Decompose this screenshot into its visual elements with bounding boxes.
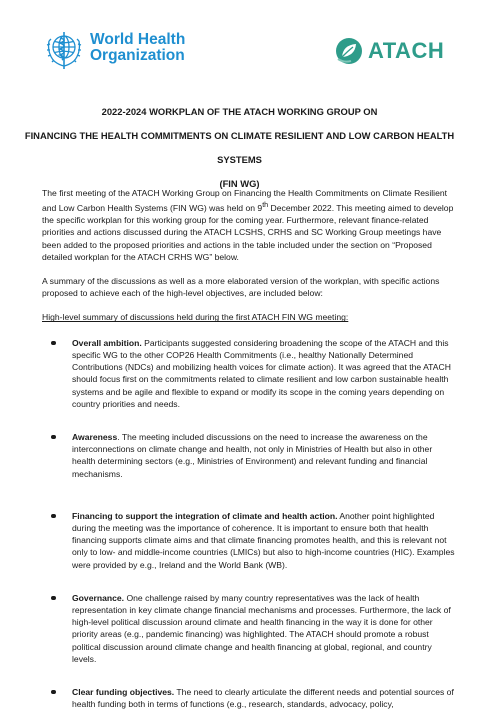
who-logo bbox=[42, 27, 192, 71]
intro-paragraph-2: A summary of the discussions as well as a more elaborated version of the workplan, with specific actions proposed to achieve each of the high-level objectives, are included below: bbox=[42, 276, 440, 299]
bullet-lead: Governance. bbox=[72, 592, 125, 603]
title-line-2: FINANCING THE HEALTH COMMITMENTS ON CLIMATE RESILIENT AND LOW CARBON HEALTH bbox=[24, 130, 455, 141]
who-emblem-icon bbox=[42, 27, 86, 71]
title-line-3: SYSTEMS bbox=[217, 154, 262, 165]
atach-leaf-icon bbox=[334, 36, 364, 66]
bullet-lead: Overall ambition. bbox=[72, 337, 142, 348]
bullet-text: Participants suggested considering broadening the scope of the ATACH and this specific WG to the other COP26 Health Commitments (i.e., healthy Nationally Determined Contributions (NDCs) and mobilizing health voices for climate action). It was agreed that the ATACH should focus first on the commitments related to climate resilient and low carbon sustainable health systems and be agile and flexible to expand or modify its scope in the coming years depending on country priorities and needs. bbox=[72, 337, 451, 409]
list-item bbox=[42, 592, 456, 665]
bullet-icon bbox=[51, 514, 56, 519]
list-item bbox=[42, 686, 456, 710]
bullet-icon bbox=[51, 341, 56, 346]
document-body bbox=[42, 187, 456, 710]
who-line2: Organization bbox=[90, 47, 185, 64]
bullet-icon bbox=[51, 690, 56, 695]
bullet-icon bbox=[51, 596, 56, 601]
bullet-text: One challenge raised by many country representatives was the lack of health representation in key climate change financial mechanisms and processes. Furthermore, the lack of high-level political discussion around climate and health financing in the way it is done for other priority areas (e.g., pandemic financing) was highlighted. The ATACH should promote a robust political discussion around climate change and health financing at global, regional, and country levels. bbox=[72, 592, 451, 664]
intro-paragraph-1 bbox=[42, 187, 456, 263]
bullet-text: The need to clearly articulate the different needs and potential sources of health funding both in terms of functions (e.g., research, standards, advocacy, policy, bbox=[72, 686, 454, 710]
title-line-4: (FIN WG) bbox=[219, 178, 260, 189]
list-item bbox=[42, 431, 456, 480]
document-header bbox=[0, 0, 479, 80]
bullet-lead: Financing to support the integration of climate and health action. bbox=[72, 510, 338, 521]
bullet-icon bbox=[51, 435, 56, 440]
title-line-1: 2022-2024 WORKPLAN OF THE ATACH WORKING GROUP ON bbox=[101, 106, 378, 117]
bullet-lead: Awareness bbox=[72, 431, 118, 442]
summary-list bbox=[42, 337, 456, 710]
who-line1: World Health bbox=[90, 31, 186, 48]
bullet-text: . The meeting included discussions on the need to increase the awareness on the interconnections on climate change and health, not only in Ministries of Health but also in other health determining sectors (e.g., Ministries of Environment) and relevant funding and financial mechanisms. bbox=[72, 431, 433, 479]
intro-text-b: December 2022. This meeting aimed to develop the specific workplan for this working group for the coming year. Furthermore, relevant finance-related priorities and actions discussed during the ATACH LCSHS, CRHS and SC Working Group meetings have been added to the proposed priorities and actions in the table included under the section on “Proposed detailed workplan for the ATACH CRHS WG” below. bbox=[42, 203, 454, 262]
who-wordmark bbox=[90, 32, 185, 64]
list-item bbox=[42, 510, 456, 571]
list-item bbox=[42, 337, 456, 410]
bullet-lead: Clear funding objectives. bbox=[72, 686, 175, 697]
intro-text-a: The first meeting of the ATACH Working Group on Financing the Health Commitments on Climate Resilient and Low Carbon Health Systems (FIN WG) was held on 9 bbox=[42, 188, 448, 214]
atach-logo bbox=[334, 36, 446, 68]
intro-superscript: th bbox=[262, 201, 269, 210]
atach-wordmark: ATACH bbox=[368, 38, 445, 63]
bullet-text: Another point highlighted during the meeting was the importance of coherence. It is important to ensure both that health financing supports climate aims and that climate financing promotes health, and this is relevant not only to low- and middle-income countries (LMICs) but also to high-income countries (HIC). Examples were provided by e.g., Ireland and the World Bank (WB). bbox=[72, 510, 455, 570]
section-heading: High-level summary of discussions held during the first ATACH FIN WG meeting: bbox=[42, 312, 349, 323]
